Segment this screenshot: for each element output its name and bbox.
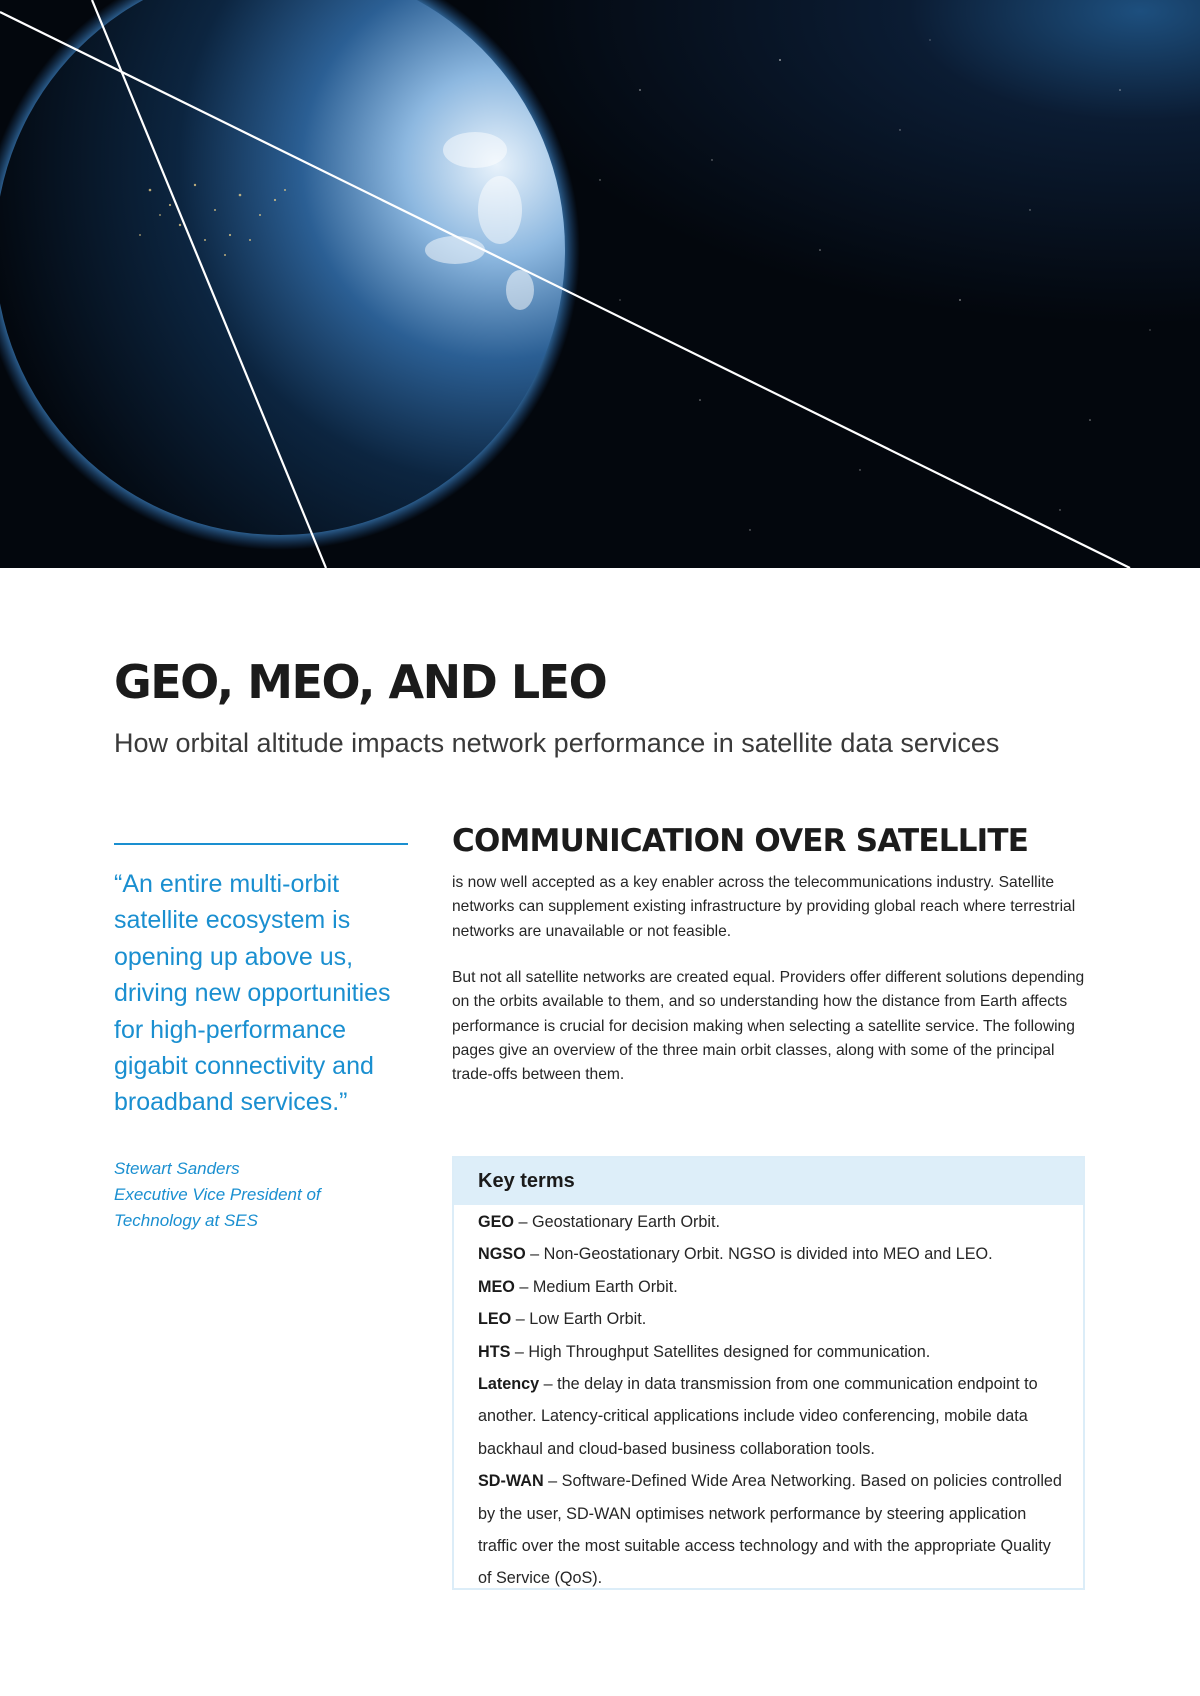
quote-divider [114,843,408,845]
key-terms-title: Key terms [478,1170,575,1192]
earth-from-space-illustration [0,0,1200,568]
term-definition: – Medium Earth Orbit. [514,1277,678,1296]
key-term-item [478,1271,1065,1303]
term-definition: – Low Earth Orbit. [511,1310,647,1329]
attribution-name: Stewart Sanders [114,1159,240,1178]
key-term-item [478,1465,1065,1595]
term-definition: – the delay in data transmission from one communication endpoint to another. Latency-critical applications include video conferencing, mobile data backhaul and cloud-based business collaboration tools. [478,1375,1038,1458]
term-label: GEO [478,1213,514,1231]
body-paragraph: is now well accepted as a key enabler across the telecommunications industry. Satellite networks can supplement existing infrastructure by providing global reach where terrestrial networks are unavailable or not feasible. [452,874,1076,940]
page-subtitle: How orbital altitude impacts network performance in satellite data services [114,728,1000,758]
term-label: NGSO [478,1245,526,1264]
term-label: LEO [478,1310,512,1329]
hero-image [0,0,1200,568]
section-heading: COMMUNICATION OVER SATELLITE [452,823,1029,859]
term-definition: – Geostationary Earth Orbit. [513,1213,721,1231]
key-term-item [478,1303,1065,1335]
term-label: SD-WAN [478,1472,544,1491]
term-definition: – High Throughput Satellites designed for communication. [510,1342,931,1361]
attribution-org: Technology at SES [114,1211,258,1230]
key-term-item [478,1368,1065,1465]
attribution-role: Executive Vice President of [114,1185,321,1204]
body-paragraph: But not all satellite networks are created equal. Providers offer different solutions depending on the orbits available to them, and so understanding how the distance from Earth affects performance is crucial for decision making when selecting a satellite service. The following pages give an overview of the three main orbit classes, along with some of the principal trade-offs between them. [452,969,1085,1084]
term-definition: – Non-Geostationary Orbit. NGSO is divided into MEO and LEO. [525,1245,993,1264]
key-term-item [478,1206,1065,1238]
term-label: HTS [478,1342,511,1361]
key-term-item [478,1238,1065,1270]
key-terms-header [454,1158,1083,1205]
key-terms-list [454,1205,1083,1595]
term-label: Latency [478,1375,540,1394]
page-title: GEO, MEO, AND LEO [114,655,607,709]
key-term-item [478,1336,1065,1368]
key-terms-box [452,1156,1085,1590]
pull-quote: “An entire multi-orbit satellite ecosystem is opening up above us, driving new opportunities for high-performance gigabit connectivity and broadband services.” [114,870,391,1117]
quote-attribution [114,1156,414,1234]
term-label: MEO [478,1277,515,1296]
term-definition: – Software-Defined Wide Area Networking. Based on policies controlled by the user, SD-WAN optimises network performance by steering application traffic over the most suitable access technology and with the appropriate Quality of Service (QoS). [478,1472,1062,1588]
